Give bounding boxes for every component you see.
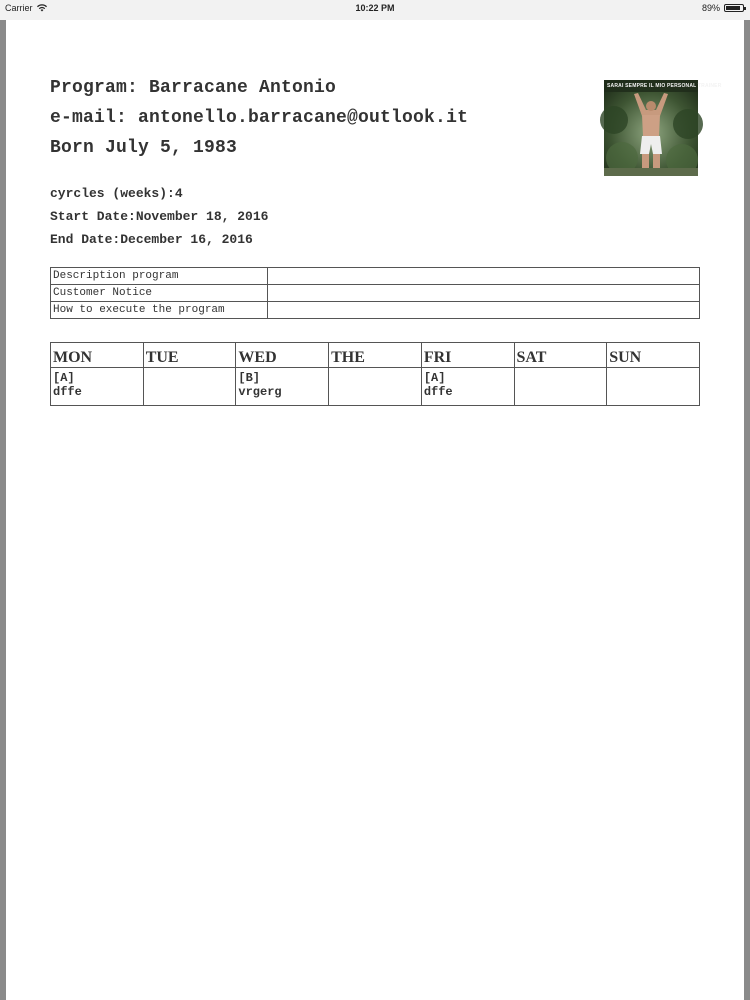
day-header: WED <box>236 343 329 368</box>
info-row-label: How to execute the program <box>51 302 268 319</box>
day-header: SAT <box>514 343 607 368</box>
info-row-value <box>268 268 700 285</box>
clock: 10:22 PM <box>355 3 395 13</box>
day-cell <box>143 368 236 406</box>
workout-tag: [A] <box>423 371 446 385</box>
photo-caption: SARAI SEMPRE IL MIO PERSONAL TRAINER <box>607 83 722 89</box>
day-cell <box>51 368 144 406</box>
workout-name: dffe <box>53 385 82 399</box>
info-row <box>51 268 700 285</box>
info-row-value <box>268 285 700 302</box>
day-cell <box>236 368 329 406</box>
day-cell <box>514 368 607 406</box>
battery-icon <box>724 4 744 12</box>
email-line: e-mail: antonello.barracane@outlook.it <box>50 108 469 128</box>
weekly-schedule-table <box>50 342 700 406</box>
info-row-value <box>268 302 700 319</box>
info-row-label: Description program <box>51 268 268 285</box>
battery-indicator <box>702 3 744 13</box>
cycles-line: cyrcles (weeks):4 <box>50 186 183 201</box>
day-header: MON <box>51 343 144 368</box>
day-cell <box>607 368 700 406</box>
workout-name: dffe <box>423 385 453 399</box>
start-date: Start Date:November 18, 2016 <box>50 209 269 224</box>
program-info-table <box>50 267 700 319</box>
workout-tag: [B] <box>238 371 261 385</box>
carrier-label: Carrier <box>5 3 33 13</box>
day-cell <box>421 368 514 406</box>
trainer-photo-image <box>604 80 722 176</box>
info-row <box>51 302 700 319</box>
pdf-page[interactable] <box>6 20 744 1000</box>
info-row <box>51 285 700 302</box>
end-date: End Date:December 16, 2016 <box>50 232 253 247</box>
day-cell <box>329 368 422 406</box>
day-header: FRI <box>421 343 514 368</box>
info-row-label: Customer Notice <box>51 285 268 302</box>
battery-percent: 89% <box>701 3 720 13</box>
program-title: Program: Barracane Antonio <box>50 78 337 98</box>
birth-date: Born July 5, 1983 <box>50 138 238 158</box>
workout-tag: [A] <box>53 371 75 385</box>
profile-photo <box>604 80 722 176</box>
day-header: THE <box>329 343 422 368</box>
day-header: TUE <box>143 343 236 368</box>
day-header: SUN <box>607 343 700 368</box>
workout-name: vrgerg <box>238 385 282 399</box>
status-bar <box>0 0 750 20</box>
